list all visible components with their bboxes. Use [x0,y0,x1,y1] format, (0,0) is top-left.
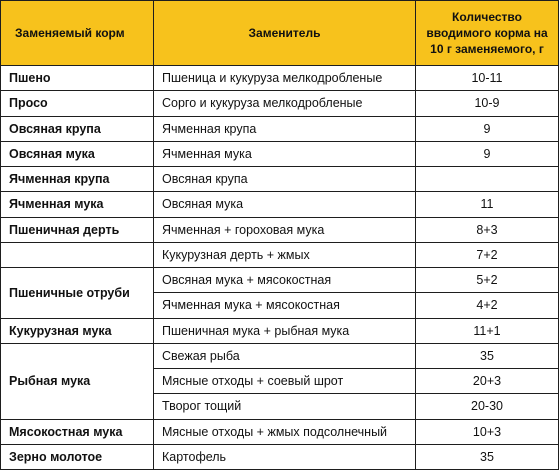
replaced-feed-cell: Пшено [1,66,154,91]
amount-cell: 10-9 [416,91,559,116]
substitute-cell: Ячменная + гороховая мука [154,217,416,242]
amount-cell: 4+2 [416,293,559,318]
replaced-feed-cell: Кукурузная мука [1,318,154,343]
replaced-feed-cell: Ячменная крупа [1,167,154,192]
amount-cell: 11 [416,192,559,217]
table-row [1,419,559,444]
table-row [1,116,559,141]
amount-cell: 11+1 [416,318,559,343]
header-substitute: Заменитель [154,1,416,66]
substitute-cell: Мясные отходы + соевый шрот [154,369,416,394]
replaced-feed-cell: Пшеничные отруби [1,268,154,319]
amount-cell: 35 [416,343,559,368]
amount-cell: 35 [416,444,559,469]
table-row [1,91,559,116]
table-row [1,167,559,192]
table-row [1,192,559,217]
substitute-cell: Картофель [154,444,416,469]
amount-cell: 9 [416,141,559,166]
substitute-cell: Овсяная мука [154,192,416,217]
substitute-cell: Мясные отходы + жмых подсолнечный [154,419,416,444]
substitute-cell: Ячменная мука + мясокостная [154,293,416,318]
replaced-feed-cell: Пшеничная дерть [1,217,154,242]
substitute-cell: Сорго и кукуруза мелкодробленые [154,91,416,116]
substitute-cell: Овсяная мука + мясокостная [154,268,416,293]
substitute-cell: Пшеница и кукуруза мелкодробленые [154,66,416,91]
header-replaced-feed: Заменяемый корм [1,1,154,66]
amount-cell: 20-30 [416,394,559,419]
table-row [1,268,559,293]
amount-cell: 10+3 [416,419,559,444]
table-row [1,444,559,469]
substitute-cell: Кукурузная дерть + жмых [154,242,416,267]
substitute-cell: Овсяная крупа [154,167,416,192]
replaced-feed-cell [1,242,154,267]
replaced-feed-cell: Овсяная крупа [1,116,154,141]
replaced-feed-cell: Просо [1,91,154,116]
header-amount: Количество вводимого корма на 10 г заменяемого, г [416,1,559,66]
amount-cell: 10-11 [416,66,559,91]
table-row [1,66,559,91]
replaced-feed-cell: Ячменная мука [1,192,154,217]
substitute-cell: Пшеничная мука + рыбная мука [154,318,416,343]
table-row [1,242,559,267]
table-row [1,141,559,166]
table-body [1,66,559,470]
substitute-cell: Творог тощий [154,394,416,419]
replaced-feed-cell: Мясокостная мука [1,419,154,444]
table-row [1,217,559,242]
replaced-feed-cell: Рыбная мука [1,343,154,419]
table-row [1,343,559,368]
table-header [1,1,559,66]
replaced-feed-cell: Овсяная мука [1,141,154,166]
header-row [1,1,559,66]
amount-cell [416,167,559,192]
amount-cell: 20+3 [416,369,559,394]
amount-cell: 9 [416,116,559,141]
substitute-cell: Ячменная крупа [154,116,416,141]
amount-cell: 5+2 [416,268,559,293]
table-row [1,318,559,343]
replaced-feed-cell: Зерно молотое [1,444,154,469]
substitute-cell: Ячменная мука [154,141,416,166]
substitute-cell: Свежая рыба [154,343,416,368]
amount-cell: 7+2 [416,242,559,267]
amount-cell: 8+3 [416,217,559,242]
